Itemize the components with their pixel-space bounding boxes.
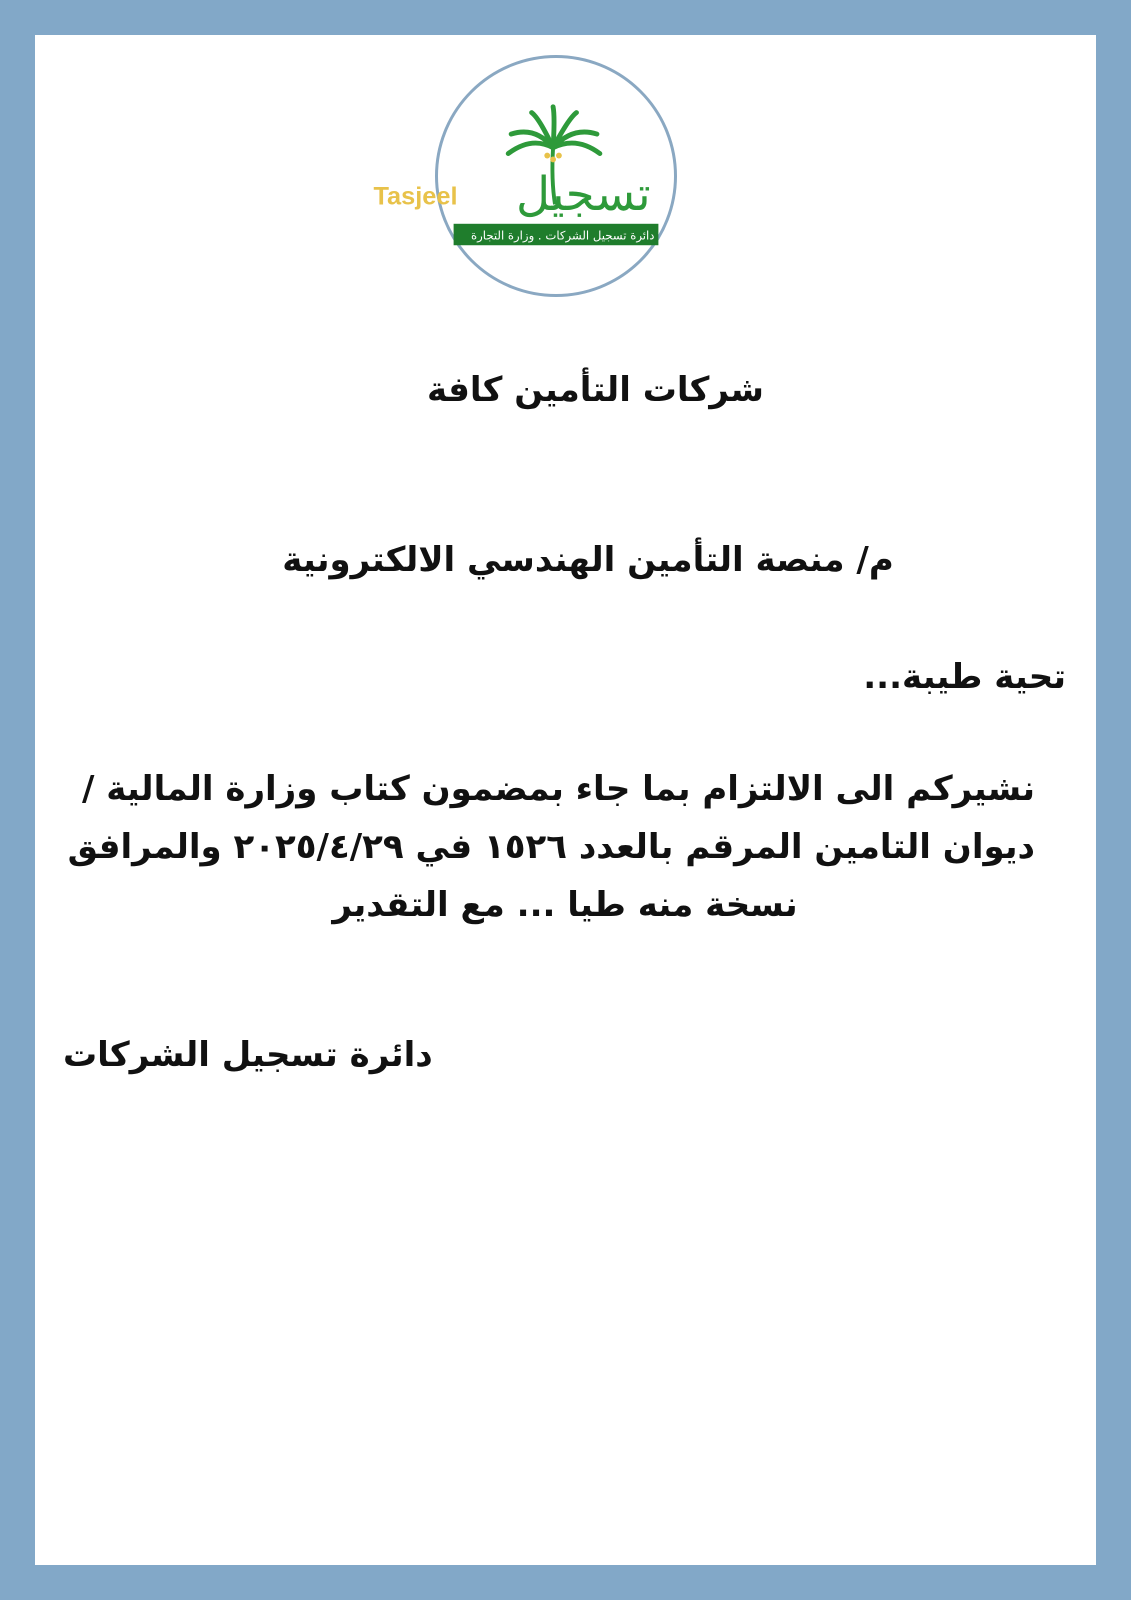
tasjeel-logo	[373, 55, 677, 297]
palm-logo-icon	[373, 58, 674, 294]
signature: دائرة تسجيل الشركات	[63, 1035, 433, 1075]
body-line: ديوان التامين المرقم بالعدد ١٥٢٦ في ٢٠٢٥/٤/٢٩ والمرافق	[67, 827, 1035, 867]
body-line: نشيركم الى الالتزام بما جاء بمضمون كتاب وزارة المالية /	[82, 769, 1035, 809]
letter-page	[35, 35, 1096, 1565]
letter-body	[67, 760, 1035, 934]
logo-tagline: دائرة تسجيل الشركات . وزارة التجارة	[470, 228, 655, 243]
greeting: تحية طيبة...	[863, 657, 1066, 697]
recipient-heading: شركات التأمين كافة	[427, 370, 764, 410]
logo-latin-text: Tasjeel	[373, 182, 458, 211]
body-line: نسخة منه طيا ... مع التقدير	[332, 885, 798, 925]
logo-arabic-text: تسجيل	[516, 168, 651, 223]
subject-line: م/ منصة التأمين الهندسي الالكترونية	[282, 540, 894, 580]
